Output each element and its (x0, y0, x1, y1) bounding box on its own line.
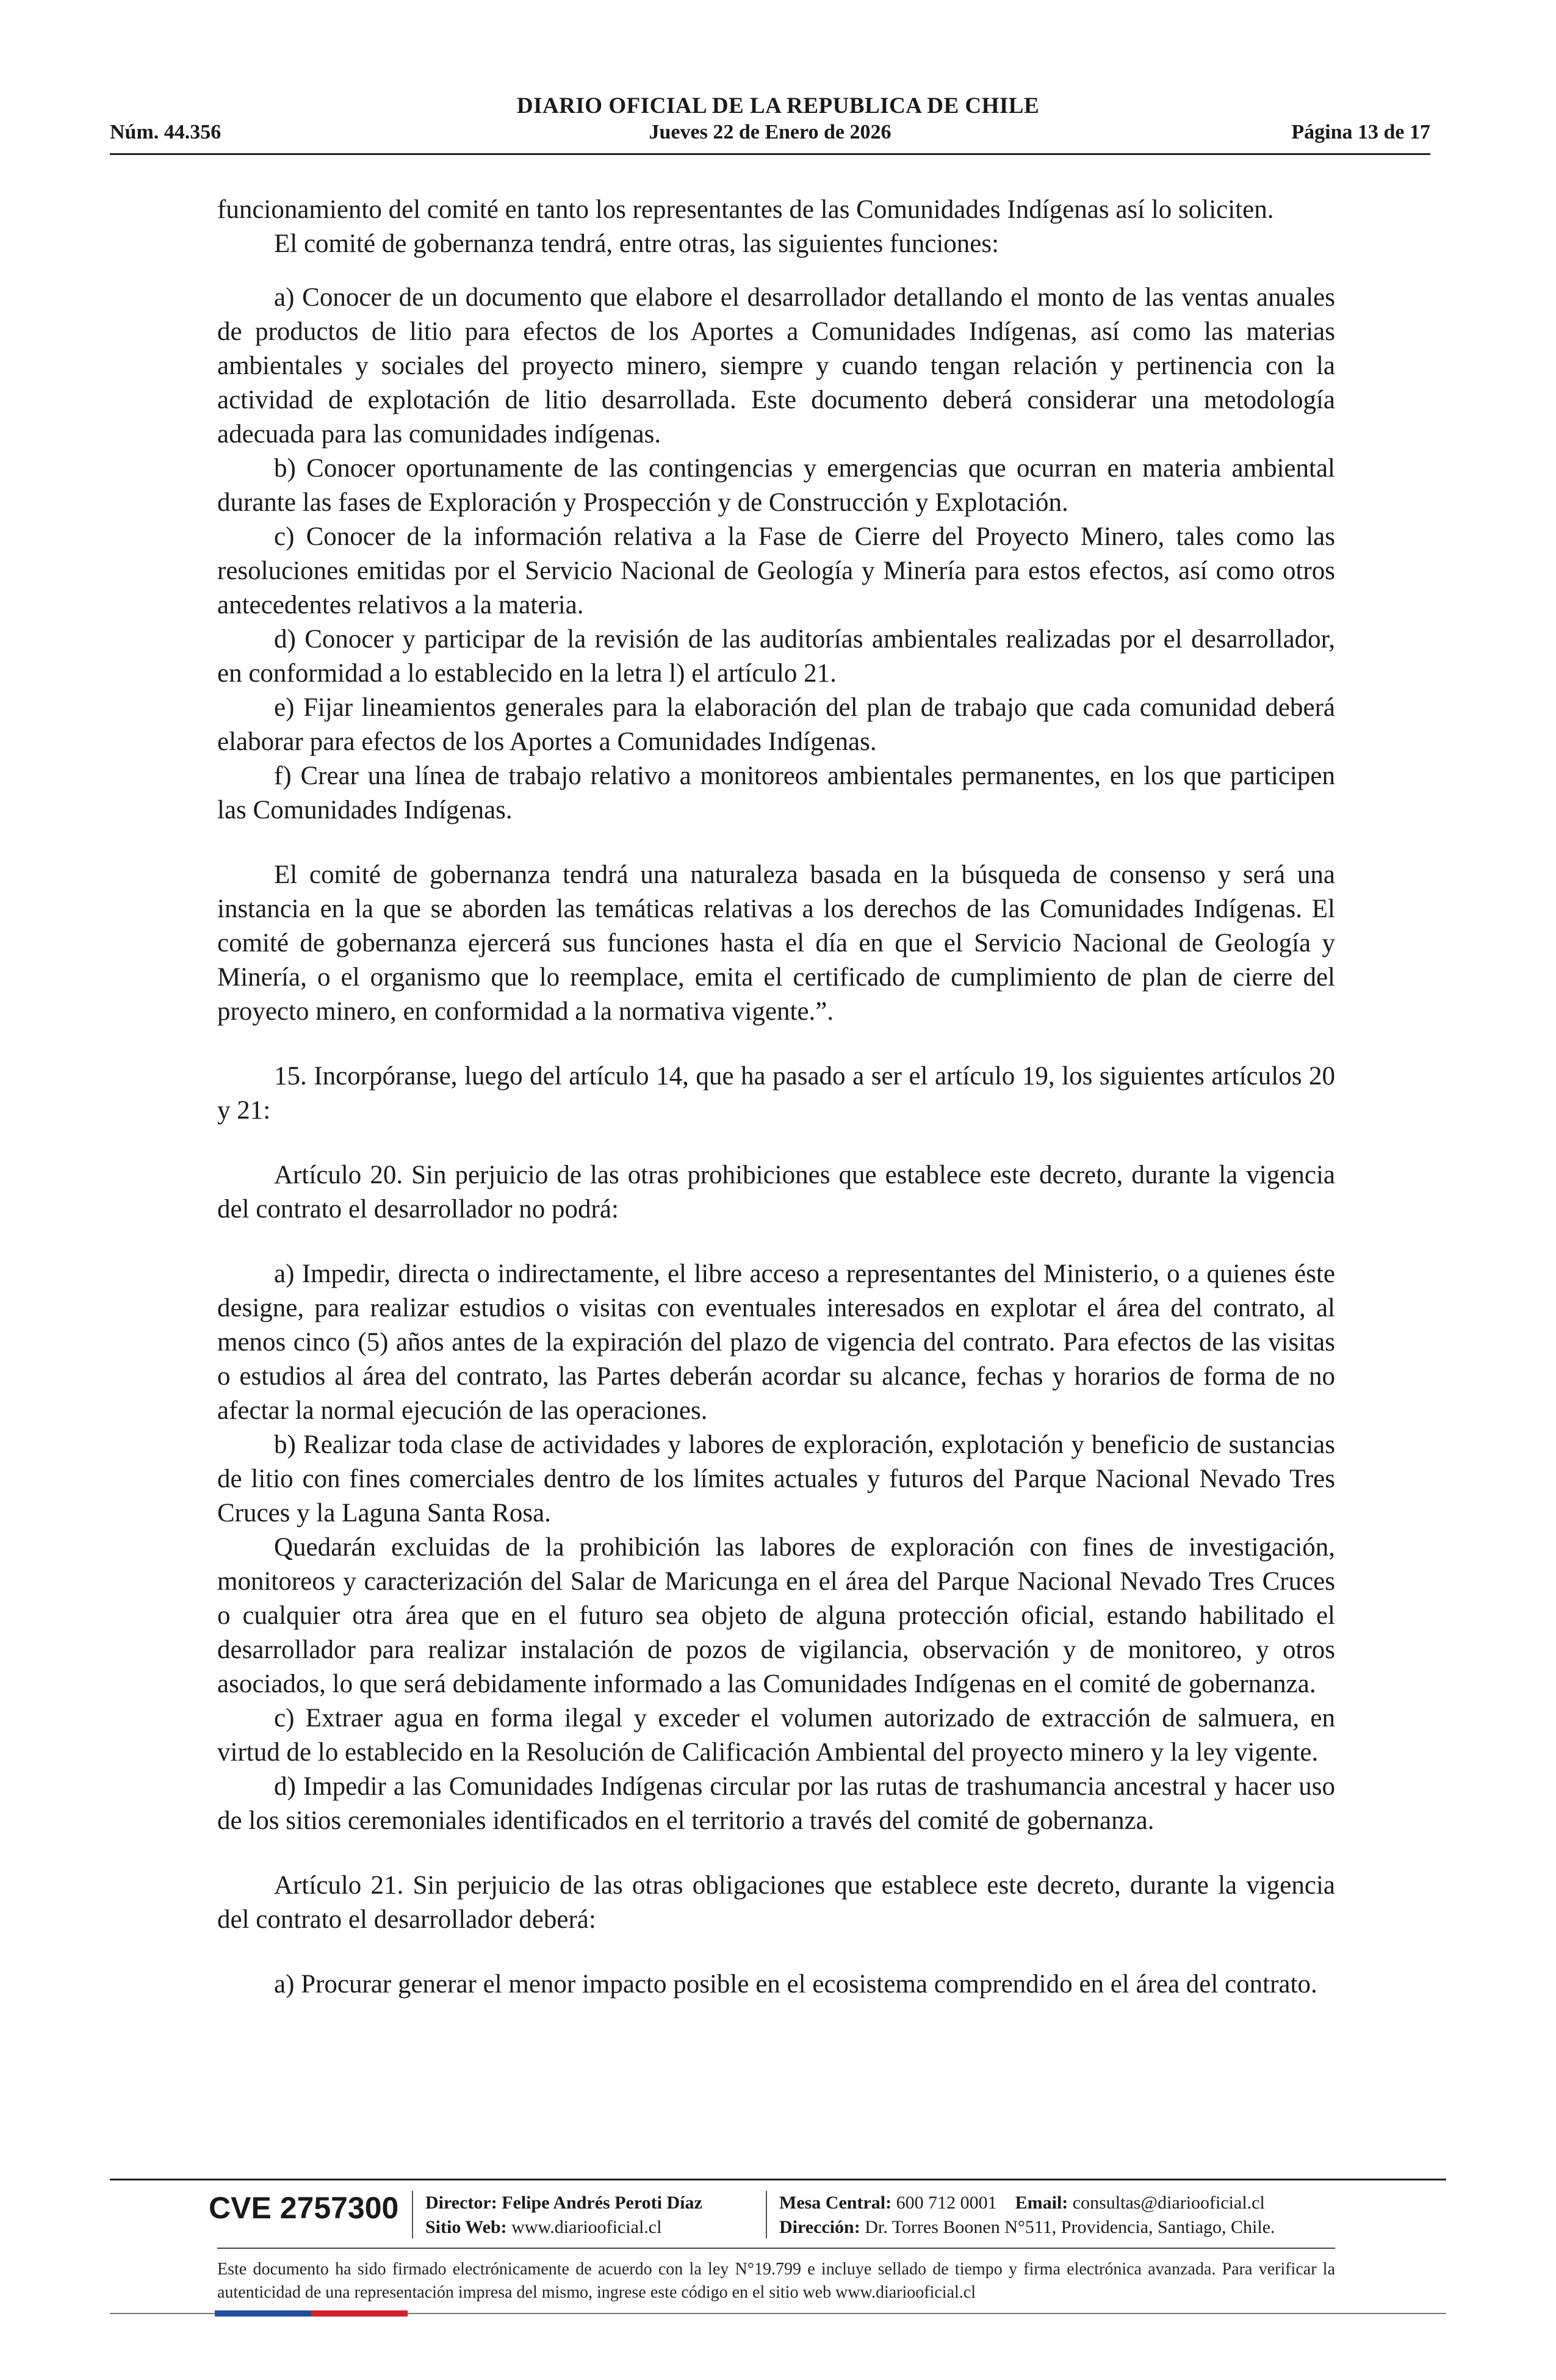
footer-divider (110, 2179, 1446, 2180)
mesa-phone: 600 712 0001 (896, 2193, 997, 2213)
issue-number: Núm. 44.356 (110, 121, 222, 143)
footer-contact-block (779, 2191, 1275, 2240)
document-body (217, 193, 1335, 2002)
signature-notice: Este documento ha sido firmado electrónicamente de acuerdo con la ley N°19.799 e incluye sellado de tiempo y firma electrónica avanzada. Para verificar la autenticidad de una representación impresa del mismo, ingrese este código en el sitio web www.diariooficial.cl (217, 2260, 1335, 2302)
paragraph: a) Impedir, directa o indirectamente, el libre acceso a representantes del Ministerio, o a quienes éste designe, para realizar estudios o visitas con eventuales interesados en explotar el área del contrato, al menos cinco (5) años antes de la expiración del plazo de vigencia del contrato. Para efectos de las visitas o estudios al área del contrato, las Partes deberán acordar su alcance, fechas y horarios de forma de no afectar la normal ejecución de las operaciones. (217, 1260, 1335, 1425)
paragraph: d) Impedir a las Comunidades Indígenas circular por las rutas de trashumancia ancestral y hacer uso de los sitios ceremoniales identificados en el territorio a través del comité de gobernanza. (217, 1772, 1335, 1835)
address-label: Dirección: (779, 2217, 860, 2237)
publication-title: DIARIO OFICIAL DE LA REPUBLICA DE CHILE (516, 93, 1040, 118)
cve-code: CVE 2757300 (209, 2191, 399, 2225)
email-link[interactable]: consultas@diariooficial.cl (1072, 2193, 1265, 2213)
paragraph: b) Realizar toda clase de actividades y labores de exploración, explotación y beneficio de sustancias de litio con fines comerciales dentro de los límites actuales y futuros del Parque Nacional Nevado Tres Cruces y la Laguna Santa Rosa. (217, 1430, 1335, 1527)
flag-stripe (215, 2310, 408, 2317)
website-label: Sitio Web: (425, 2217, 507, 2237)
paragraph: b) Conocer oportunamente de las contingencias y emergencias que ocurran en materia ambiental durante las fases de Exploración y Prospección y de Construcción y Explotación. (217, 454, 1335, 517)
flag-blue-segment (215, 2310, 311, 2317)
paragraph: Quedarán excluidas de la prohibición las labores de exploración con fines de investigación, monitoreos y caracterización del Salar de Maricunga en el área del Parque Nacional Nevado Tres Cruces o cualquier otra área que en el futuro sea objeto de alguna protección oficial, estando habilitado el desarrollador para realizar instalación de pozos de vigilancia, observación y de monitoreo, y otros asociados, lo que será debidamente informado a las Comunidades Indígenas en el comité de gobernanza. (217, 1533, 1335, 1698)
footer-separator (412, 2191, 413, 2238)
paragraph: El comité de gobernanza tendrá una naturaleza basada en la búsqueda de consenso y será una instancia en la que se aborden las temáticas relativas a los derechos de las Comunidades Indígenas. El comité de gobernanza ejercerá sus funciones hasta el día en que el Servicio Nacional de Geología y Minería, o el organismo que lo reemplace, emita el certificado de cumplimiento de plan de cierre del proyecto minero, en conformidad a la normativa vigente.”. (217, 860, 1335, 1026)
paragraph: Artículo 20. Sin perjuicio de las otras prohibiciones que establece este decreto, durante la vigencia del contrato el desarrollador no podrá: (217, 1161, 1335, 1224)
footer-note-divider (217, 2248, 1335, 2249)
footer-director-block (425, 2191, 702, 2240)
header-row (110, 121, 1430, 149)
website-link[interactable]: www.diariooficial.cl (511, 2217, 662, 2237)
mesa-label: Mesa Central: (779, 2193, 892, 2213)
header-divider (110, 153, 1430, 155)
paragraph: e) Fijar lineamientos generales para la elaboración del plan de trabajo que cada comunidad deberá elaborar para efectos de los Aportes a Comunidades Indígenas. (217, 693, 1335, 756)
paragraph: c) Extraer agua en forma ilegal y exceder el volumen autorizado de extracción de salmuera, en virtud de lo establecido en la Resolución de Calificación Ambiental del proyecto minero y la ley vigente. (217, 1704, 1335, 1767)
paragraph: Artículo 21. Sin perjuicio de las otras obligaciones que establece este decreto, durante la vigencia del contrato el desarrollador deberá: (217, 1871, 1335, 1934)
address-value: Dr. Torres Boonen N°511, Providencia, Santiago, Chile. (865, 2217, 1275, 2237)
page-number: Página 13 de 17 (1291, 121, 1430, 143)
paragraph: 15. Incorpóranse, luego del artículo 14, que ha pasado a ser el artículo 19, los siguientes artículos 20 y 21: (217, 1062, 1335, 1125)
paragraph: d) Conocer y participar de la revisión de las auditorías ambientales realizadas por el desarrollador, en conformidad a lo establecido en la letra l) el artículo 21. (217, 625, 1335, 688)
paragraph: c) Conocer de la información relativa a la Fase de Cierre del Proyecto Minero, tales como las resoluciones emitidas por el Servicio Nacional de Geología y Minería para estos efectos, así como otros antecedentes relativos a la materia. (217, 522, 1335, 619)
paragraph: a) Conocer de un documento que elabore el desarrollador detallando el monto de las ventas anuales de productos de litio para efectos de los Aportes a Comunidades Indígenas, así como las materias ambientales y sociales del proyecto minero, siempre y cuando tengan relación y pertinencia con la actividad de explotación de litio desarrollada. Este documento deberá considerar una metodología adecuada para las comunidades indígenas. (217, 283, 1335, 449)
paragraph: funcionamiento del comité en tanto los representantes de las Comunidades Indígenas así lo soliciten. (217, 195, 1274, 224)
paragraph: f) Crear una línea de trabajo relativo a monitoreos ambientales permanentes, en los que participen las Comunidades Indígenas. (217, 762, 1335, 824)
paragraph: a) Procurar generar el menor impacto posible en el ecosistema comprendido en el área del contrato. (274, 1970, 1317, 1999)
director-label: Director: (425, 2193, 497, 2213)
paragraph: El comité de gobernanza tendrá, entre otras, las siguientes funciones: (274, 229, 1000, 258)
footer-separator (766, 2191, 767, 2238)
flag-red-segment (311, 2310, 408, 2317)
issue-date: Jueves 22 de Enero de 2026 (649, 121, 891, 143)
email-label: Email: (1015, 2193, 1068, 2213)
director-name: Felipe Andrés Peroti Díaz (502, 2193, 702, 2213)
